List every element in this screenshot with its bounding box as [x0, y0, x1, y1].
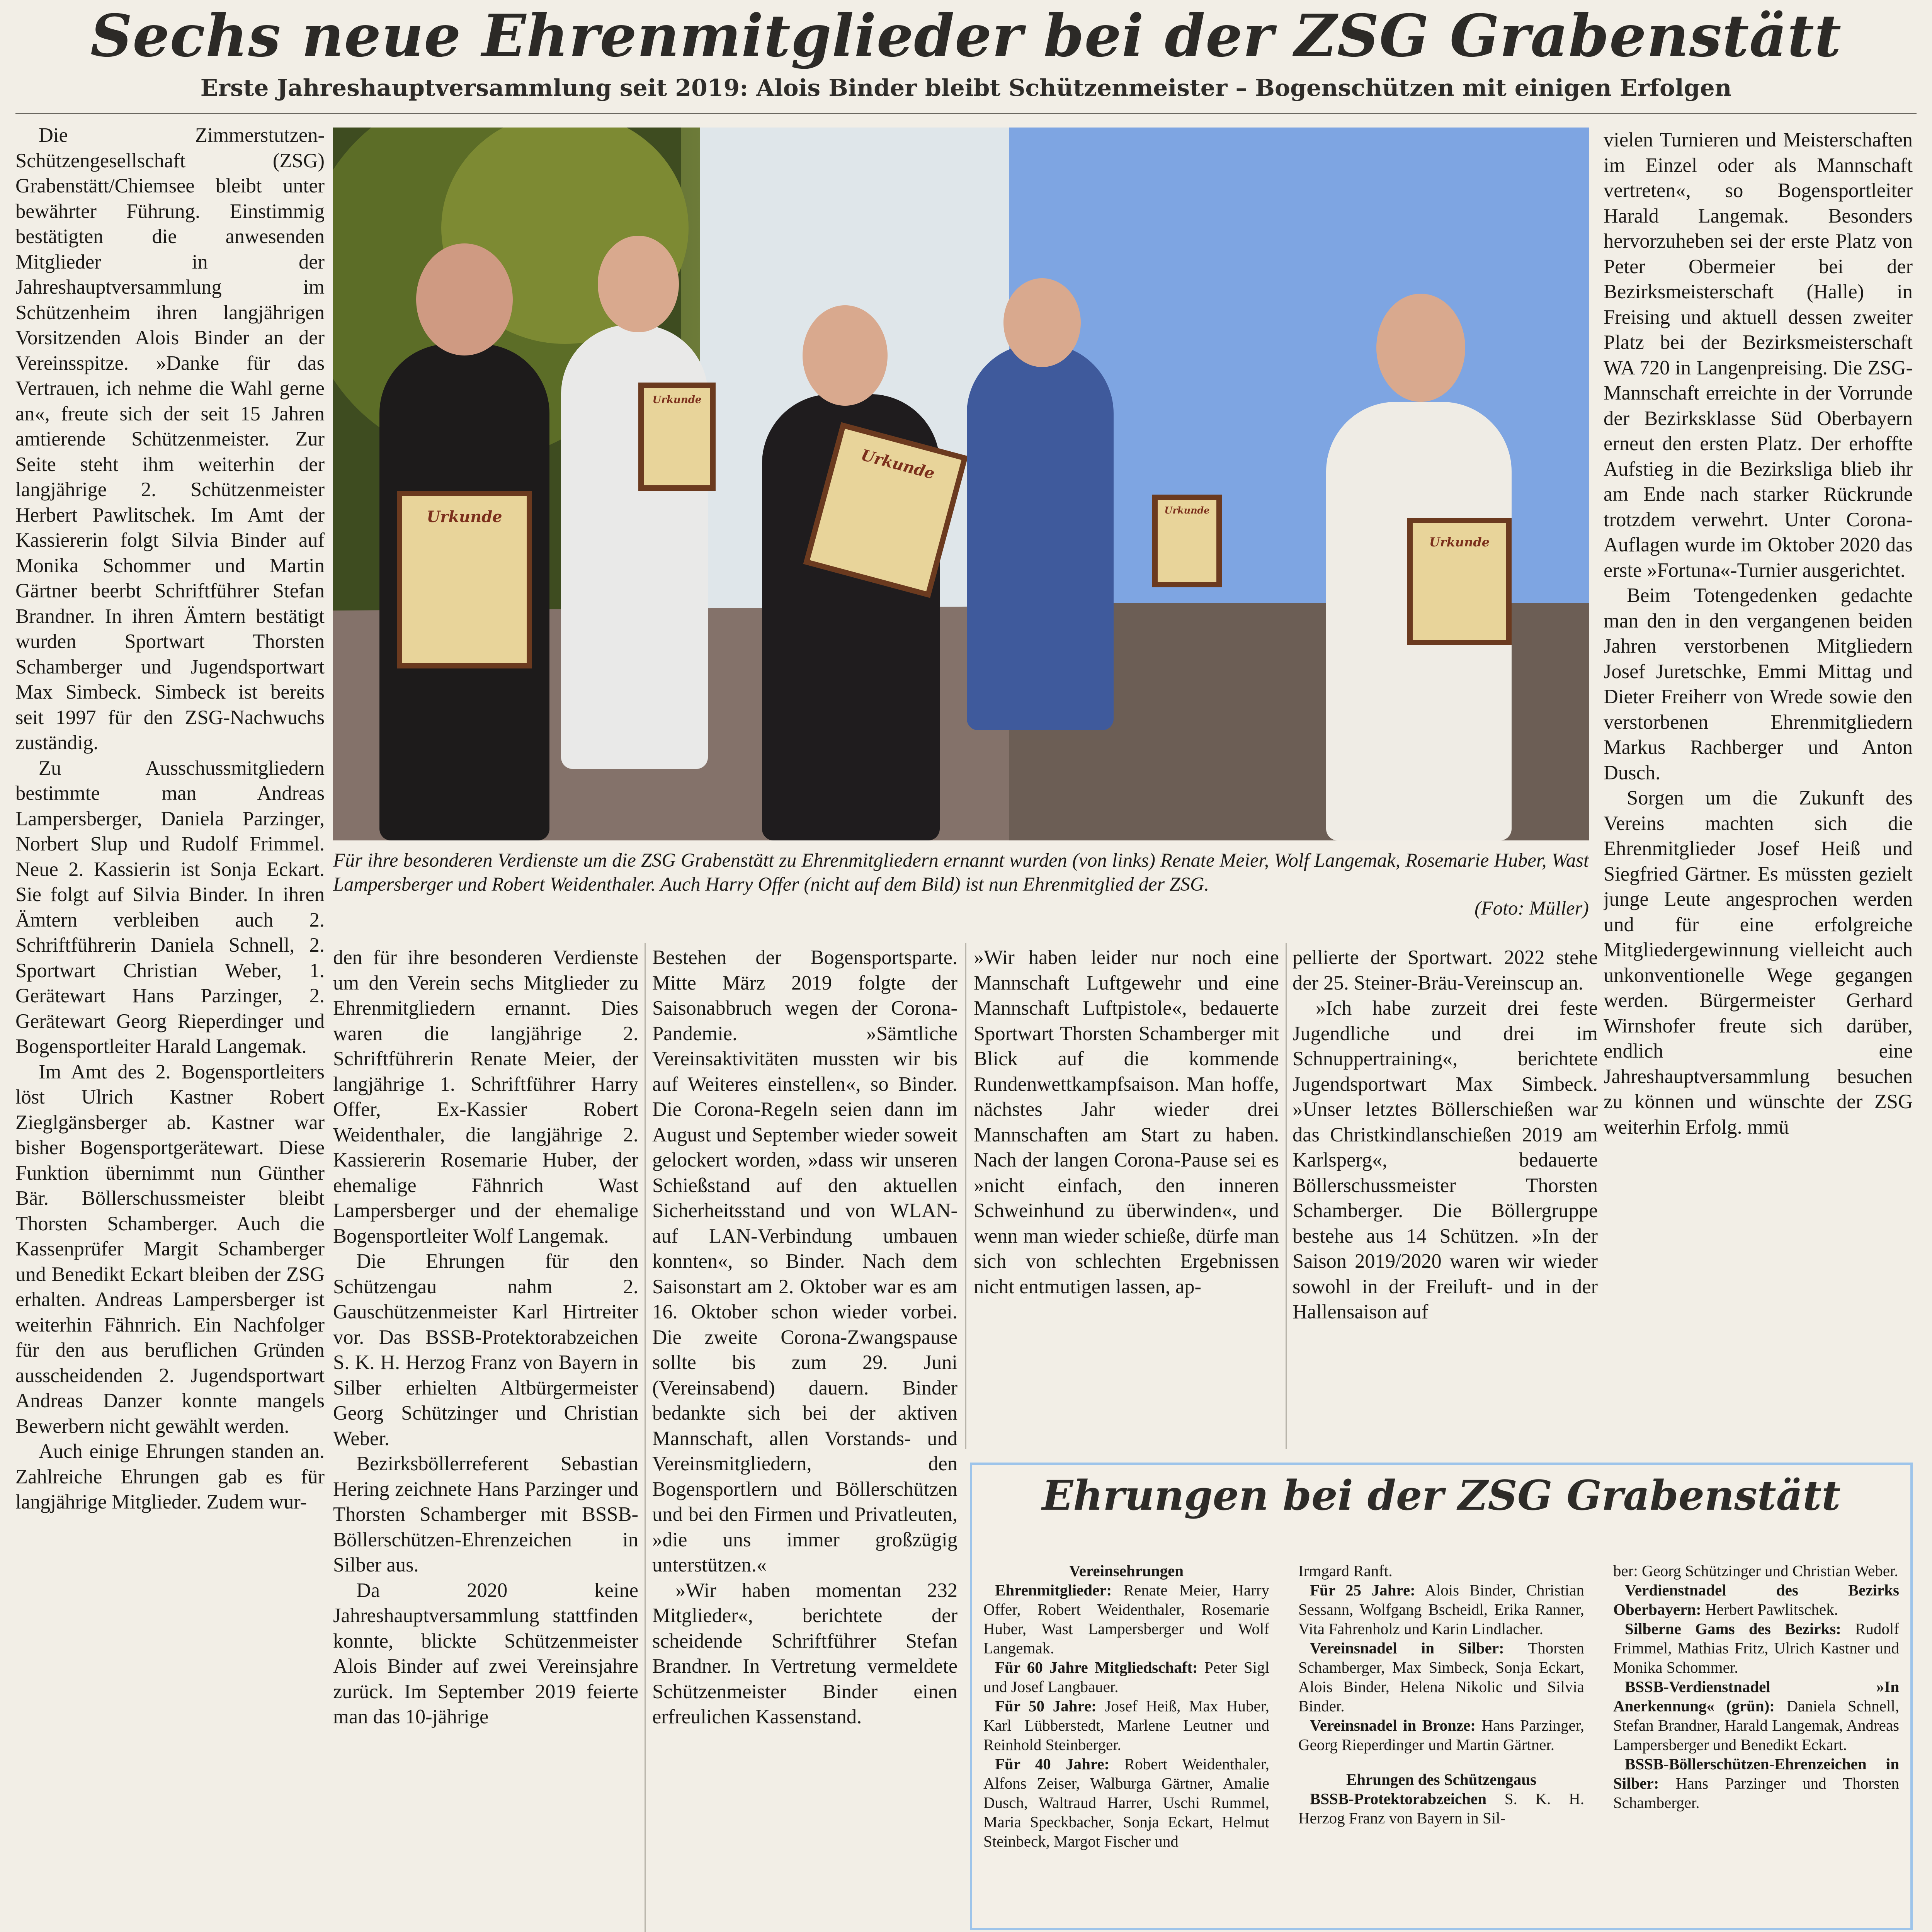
person-4 [967, 344, 1114, 730]
subheadline: Erste Jahreshauptversammlung seit 2019: Alois Binder bleibt Schützenmeister – Bogenschützen mit einigen Erfolgen [200, 75, 1732, 102]
headline: Sechs neue Ehrenmitglieder bei der ZSG Grabenstätt [90, 2, 1842, 70]
honors-item: BSSB-Protektorabzeichen S. K. H. Herzog Franz von Bayern in Sil- [1298, 1790, 1584, 1827]
paragraph: »Wir haben leider nur noch eine Mannschaft Luftgewehr und eine Mannschaft Luftpistole«, bedauerte Sportwart Thorsten Schamberger mit Blick auf die kommende Rundenwettkampfsaison. Man hoffe, nächstes Jahr wieder drei Mannschaften am Start zu haben. Nach der langen Corona-Pause sei es »nicht einfach, den inneren Schweinhund zu überwinden«, und wenn man wieder schieße, dürfe man sich von schlechten Ergebnissen nicht entmutigen lassen, ap- [974, 946, 1279, 1298]
certificate-title: Urkunde [402, 496, 527, 663]
paragraph: »Wir haben momentan 232 Mitglieder«, berichtete der scheidende Schriftführer Stefan Brandner. In Vertretung vermeldete Schützenmeister Binder einen erfreulichen Kassenstand. [652, 1579, 957, 1728]
honors-item: ber: Georg Schützinger und Christian Weber. [1613, 1562, 1898, 1580]
article-column-4 [974, 945, 1279, 1447]
column-divider [1286, 943, 1287, 1449]
article-column-6 [1604, 128, 1913, 1271]
honors-item: Für 40 Jahre: Robert Weidenthaler, Alfons Zeiser, Walburga Gärtner, Amalie Dusch, Waltraud Harrer, Uschi Rummel, Maria Speckbacher, Sonja Eckart, Helmut Steinbeck, Margot Fischer und [983, 1755, 1269, 1850]
paragraph: Sorgen um die Zukunft des Vereins machten sich die Ehrenmitglieder Josef Heiß und Siegfried Gärtner. Es müssten gezielt junge Leute angesprochen werden und für eine erfolgreiche Mitgliedergewinnung vielleicht auch unkonventionelle Wege gegangen werden. Bürgermeister Gerhard Wirnshofer freute sich darüber, endlich eine Jahreshauptversammlung besuchen zu können und wünschte der ZSG weiterhin Erfolg. mmü [1604, 787, 1913, 1138]
paragraph: Bezirksböllerreferent Sebastian Hering zeichnete Hans Parzinger und Thorsten Schamberger mit BSSB-Böllerschützen-Ehrenzeichen in Silber aus. [333, 1452, 638, 1576]
person-5-head [1376, 294, 1465, 402]
honors-item: Ehrenmitglieder: Renate Meier, Harry Offer, Robert Weidenthaler, Rosemarie Huber, Wast Lampersberger und Wolf Langemak. [983, 1581, 1269, 1657]
honors-item: Vereinsnadel in Silber: Thorsten Schamberger, Max Simbeck, Sonja Eckart, Alois Binder, Helena Nikolic und Silvia Binder. [1298, 1639, 1584, 1715]
person-2-head [598, 236, 679, 332]
article-column-3 [652, 945, 957, 1930]
certificate-title: Urkunde [1158, 500, 1216, 582]
paragraph: Bestehen der Bogensportsparte. Mitte März 2019 folgte der Saisonabbruch wegen der Corona-Pandemie. »Sämtliche Vereinsaktivitäten mussten wir bis auf Weiteres einstellen«, so Binder. Die Corona-Regeln seien dann im August und September wieder soweit gelockert worden, »dass wir unseren Schießstand auf den aktuellen Sicherheitsstand und von WLAN- auf LAN-Verbindung umbauen konnten«, so Binder. Nach dem Saisonstart am 2. Oktober war es am 16. Oktober schon wieder vorbei. Die zweite Corona-Zwangspause sollte bis zum 29. Juni (Vereinsabend) dauern. Binder bedankte sich bei der aktiven Mannschaft, allen Vorstands- und Vereinsmitgliedern, den Bogensportlern und Böllerschützen und bei den Firmen und Privatleuten, »die uns immer großzügig unterstützen.« [652, 946, 957, 1576]
column-divider [965, 943, 966, 1449]
honors-column-3 [1613, 1561, 1899, 1924]
column-divider [645, 943, 646, 1932]
honors-item: Für 60 Jahre Mitgliedschaft: Peter Sigl und Josef Langbauer. [983, 1658, 1269, 1696]
photo-caption: Für ihre besonderen Verdienste um die ZSG Grabenstätt zu Ehrenmitgliedern ernannt wurden (von links) Renate Meier, Wolf Langemak, Rosemarie Huber, Wast Lampersberger und Robert Weidenthaler. Auch Harry Offer (nicht auf dem Bild) ist nun Ehrenmitglied der ZSG. [333, 849, 1589, 895]
certificate-5 [1407, 518, 1512, 645]
certificate-title: Urkunde [810, 429, 961, 592]
paragraph: den für ihre besonderen Verdienste um den Verein sechs Mitglieder zu Ehrenmitgliedern ernannt. Dies waren die langjährige 2. Schriftführerin Renate Meier, der langjährige 1. Schriftführer Harry Offer, Ex-Kassier Robert Weidenthaler, die langjährige 2. Kassiererin Rosemarie Huber, der ehemalige Fähnrich Wast Lampersberger und der ehemalige Bogensportleiter Wolf Langemak. [333, 946, 638, 1247]
person-3-head [803, 305, 888, 406]
paragraph: Die Zimmerstutzen-Schützengesellschaft (ZSG) Grabenstätt/Chiemsee bleibt unter bewährter Führung. Einstimmig bestätigten die anwesenden Mitglieder in der Jahreshauptversammlung im Schützenheim ihren langjährigen Vorsitzenden Alois Binder an der Vereinsspitze. »Danke für das Vertrauen, ich nehme die Wahl gerne an«, freute sich der seit 15 Jahren amtierende Schützenmeister. Zur Seite steht ihm weiterhin der langjährige 2. Schützenmeister Herbert Pawlitschek. Im Amt der Kassiererin folgt Silvia Binder auf Monika Schommer und Martin Gärtner beerbt Schriftführer Stefan Brandner. In ihren Ämtern bestätigt wurden Sportwart Thorsten Schamberger und Jugendsportwart Max Simbeck. Simbeck ist bereits seit 1997 für den ZSG-Nachwuchs zuständig. [15, 124, 325, 754]
honors-item: Silberne Gams des Bezirks: Rudolf Frimmel, Mathias Fritz, Ulrich Kastner und Monika Schommer. [1613, 1620, 1899, 1676]
paragraph: Da 2020 keine Jahreshauptversammlung stattfinden konnte, blickte Schützenmeister Alois Binder auf zwei Vereinsjahre zurück. Im September 2019 feierte man das 10-jährige [333, 1579, 638, 1728]
honors-item: Irmgard Ranft. [1298, 1562, 1393, 1580]
certificate-title: Urkunde [644, 388, 710, 485]
photo-credit: (Foto: Müller) [1475, 897, 1589, 919]
paragraph: Die Ehrungen für den Schützengau nahm 2. Gauschützenmeister Karl Hirtreiter vor. Das BSSB-Protektorabzeichen S. K. H. Herzog Franz von Bayern in Silber erhielten Altbürgermeister Georg Schützinger und Christian Weber. [333, 1250, 638, 1450]
group-photo [333, 128, 1589, 840]
honors-heading: Ehrungen des Schützengaus [1346, 1770, 1537, 1788]
certificate-title: Urkunde [1413, 523, 1506, 640]
certificate-1 [397, 491, 532, 668]
honors-column-2 [1298, 1561, 1584, 1924]
honors-box-title: Ehrungen bei der ZSG Grabenstätt [1042, 1471, 1841, 1519]
honors-item: Verdienstnadel des Bezirks Oberbayern: Herbert Pawlitschek. [1613, 1581, 1899, 1618]
certificate-4 [1152, 495, 1222, 587]
paragraph: pellierte der Sportwart. 2022 stehe der 25. Steiner-Bräu-Vereinscup an. [1293, 946, 1598, 994]
honors-item: BSSB-Verdienstnadel »In Anerkennung« (grün): Daniela Schnell, Stefan Brandner, Harald Langemak, Andreas Lampersberger und Benedikt Eckart. [1613, 1678, 1899, 1753]
honors-item: Vereinsnadel in Bronze: Hans Parzinger, Georg Rieperdinger und Martin Gärtner. [1298, 1716, 1584, 1753]
honors-item: BSSB-Böllerschützen-Ehrenzeichen in Silber: Hans Parzinger und Thorsten Schamberger. [1613, 1755, 1899, 1811]
paragraph: vielen Turnieren und Meisterschaften im Einzel oder als Mannschaft vertreten«, so Bogensportleiter Harald Langemak. Besonders hervorzuheben sei der erste Platz von Peter Obermeier bei der Bezirksmeisterschaft (Halle) in Freising und aktuell dessen zweiter Platz bei der Bezirksmeisterschaft WA 720 in Langenpreising. Die ZSG-Mannschaft erreichte in der Vorrunde der Bezirksklasse Süd Oberbayern erneut den ersten Platz. Der erhoffte Aufstieg in die Bezirksliga blieb ihr am Ende nach starker Rückrunde trotzdem verwehrt. Unter Corona-Auflagen wurde im Oktober 2020 das erste »Fortuna«-Turnier ausgerichtet. [1604, 129, 1913, 582]
paragraph: Auch einige Ehrungen standen an. Zahlreiche Ehrungen gab es für langjährige Mitglieder. Zudem wur- [15, 1440, 325, 1513]
honors-item: Für 50 Jahre: Josef Heiß, Max Huber, Karl Lübberstedt, Marlene Leutner und Reinhold Steinberger. [983, 1697, 1269, 1753]
article-column-1 [15, 123, 325, 1931]
person-1-head [416, 243, 513, 355]
paragraph: Zu Ausschussmitgliedern bestimmte man Andreas Lampersberger, Daniela Parzinger, Norbert Slup und Rudolf Frimmel. Neue 2. Kassierin ist Sonja Eckart. Sie folgt auf Silvia Binder. In ihren Ämtern verbleiben auch 2. Schriftführerin Daniela Schnell, 2. Sportwart Christian Weber, 1. Gerätewart Hans Parzinger, 2. Gerätewart Georg Rieperdinger und Bogensportleiter Harald Langemak. [15, 757, 325, 1058]
header-rule [15, 113, 1917, 114]
paragraph: »Ich habe zurzeit drei feste Jugendliche und drei im Schnuppertraining«, berichtete Jugendsportwart Max Simbeck. »Unser letztes Böllerschießen war das Christkindlanschießen 2019 am Karlsperg«, bedauerte Böllerschussmeister Thorsten Schamberger. Die Böllergruppe bestehe aus 14 Schützen. »In der Saison 2019/2020 waren wir wieder sowohl in der Freiluft- und in der Hallensaison auf [1293, 997, 1598, 1323]
honors-column-1 [983, 1561, 1269, 1924]
paragraph: Im Amt des 2. Bogensportleiters löst Ulrich Kastner Robert Zieglgänsberger ab. Kastner war bisher Bogensportgerätewart. Diese Funktion übernimmt nun Günther Bär. Böllerschussmeister bleibt Thorsten Schamberger. Auch die Kassenprüfer Margit Schamberger und Benedikt Eckart bleiben der ZSG erhalten. Andreas Lampersberger ist weiterhin Fähnrich. Ein Nachfolger für den aus beruflichen Gründen ausscheidenden 2. Jugendsportwart Andreas Danzer konnte mangels Bewerbern nicht gewählt werden. [15, 1060, 325, 1437]
honors-heading: Vereinsehrungen [1069, 1562, 1184, 1580]
honors-item: Für 25 Jahre: Alois Binder, Christian Sessann, Wolfgang Bscheidl, Erika Ranner, Vita Fahrenholz und Karin Lindlacher. [1298, 1581, 1584, 1638]
certificate-2 [638, 383, 716, 491]
person-4-head [1003, 278, 1081, 367]
article-column-5 [1293, 945, 1598, 1447]
paragraph: Beim Totengedenken gedachte man den in den vergangenen beiden Jahren verstorbenen Mitgliedern Josef Juretschke, Emmi Mittag und Dieter Freiherr von Wrede sowie den verstorbenen Ehrenmitgliedern Markus Rachberger und Anton Dusch. [1604, 584, 1913, 784]
article-column-2 [333, 945, 638, 1930]
